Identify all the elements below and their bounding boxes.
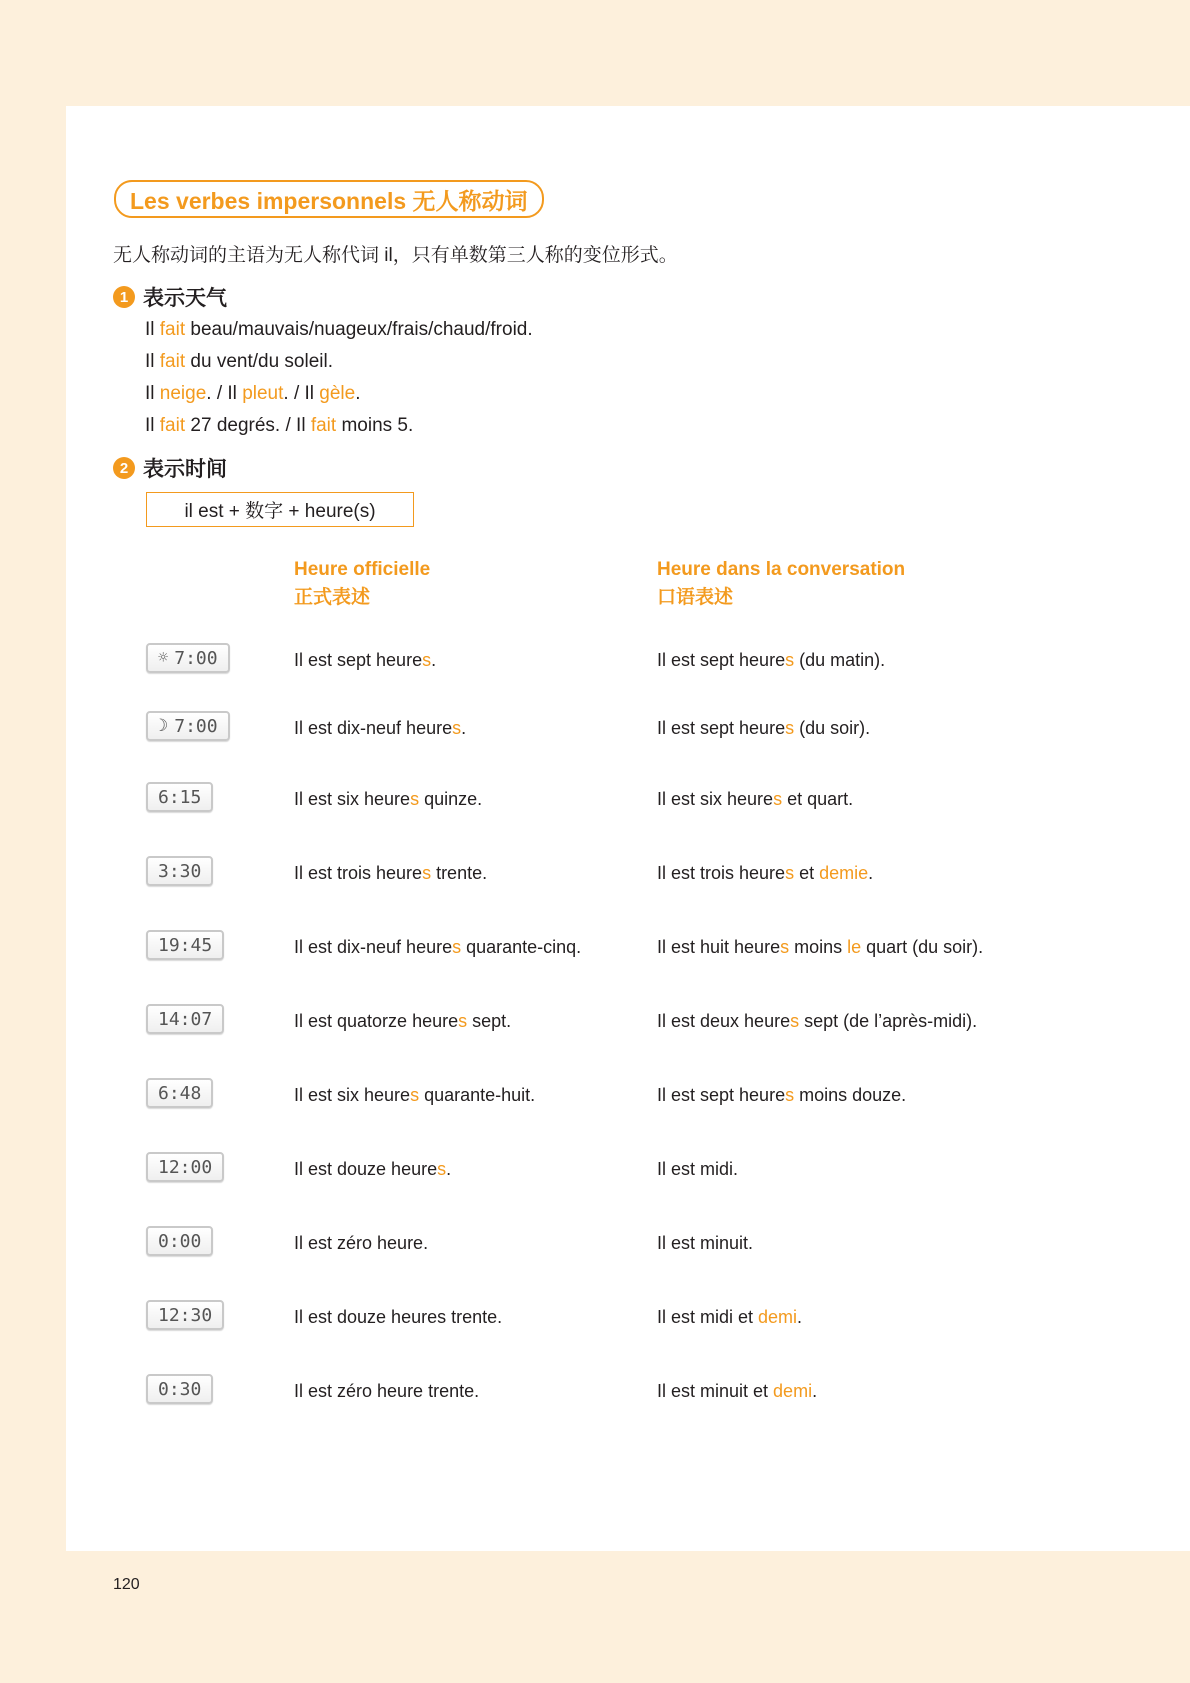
text-segment: Il est trois heure [294, 863, 423, 883]
highlight-text: fait [159, 415, 186, 436]
casual-expression [657, 779, 853, 819]
text-segment: Il est deux heure [657, 1011, 791, 1031]
highlight-text: neige [159, 383, 207, 404]
text-segment: Il est six heure [294, 789, 411, 809]
highlight-text: fait [310, 415, 337, 436]
text-segment: Il est zéro heure. [294, 1233, 429, 1253]
weather-line [145, 378, 533, 410]
moon-icon: ☽ [158, 715, 169, 736]
casual-expression [657, 1223, 753, 1263]
text-segment: trente. [431, 863, 488, 883]
column-header-zh: 口语表述 [657, 587, 734, 608]
digital-clock [146, 1152, 224, 1182]
highlight-text: gèle [319, 383, 356, 404]
highlight-text: demie [819, 863, 869, 883]
text-segment: moins douze. [794, 1085, 907, 1105]
text-segment: . / Il [283, 383, 320, 404]
text-segment: Il est minuit. [657, 1233, 754, 1253]
text-segment: Il [145, 351, 160, 372]
digital-clock [146, 930, 224, 960]
digital-clock [146, 1300, 224, 1330]
digital-clock [146, 1226, 213, 1256]
table-row [146, 853, 1146, 893]
text-segment: . [431, 650, 437, 670]
highlight-text: s [422, 863, 432, 883]
number-badge: 2 [113, 457, 135, 479]
highlight-text: s [790, 1011, 800, 1031]
lesson-title: Les verbes impersonnels 无人称动词 [114, 180, 544, 218]
weather-line [145, 314, 533, 346]
column-header-fr: Heure officielle [294, 559, 431, 580]
digital-clock [146, 1374, 213, 1404]
casual-expression [657, 1371, 817, 1411]
highlight-text: fait [159, 351, 186, 372]
official-expression [294, 927, 581, 967]
text-segment: Il est douze heures trente. [294, 1307, 503, 1327]
highlight-text: s [785, 1085, 795, 1105]
text-segment: Il est dix-neuf heure [294, 937, 453, 957]
highlight-text: s [785, 863, 795, 883]
official-expression [294, 779, 482, 819]
text-segment: moins [789, 937, 848, 957]
clock-time: 12:00 [158, 1156, 213, 1178]
highlight-text: demi [773, 1381, 813, 1401]
text-segment: Il est midi et [657, 1307, 759, 1327]
highlight-text: s [452, 937, 462, 957]
table-row [146, 779, 1146, 819]
casual-expression [657, 1149, 738, 1189]
text-segment: . [797, 1307, 803, 1327]
text-segment: Il est sept heure [657, 1085, 786, 1105]
text-segment: 27 degrés. / Il [185, 415, 311, 436]
formula-box: il est + 数字 + heure(s) [146, 492, 414, 527]
text-segment: Il [145, 383, 160, 404]
text-segment: . [868, 863, 874, 883]
text-segment: quarante-cinq. [461, 937, 582, 957]
official-expression [294, 1371, 479, 1411]
text-segment: Il [145, 415, 160, 436]
highlight-text: s [452, 718, 462, 738]
table-row [146, 1371, 1146, 1411]
highlight-text: s [410, 1085, 420, 1105]
casual-expression [657, 708, 870, 748]
clock-time: 6:15 [158, 786, 202, 808]
text-segment: quart (du soir). [861, 937, 984, 957]
text-segment: (du matin). [794, 650, 886, 670]
text-segment: Il est sept heure [657, 650, 786, 670]
section-title: 表示时间 [143, 458, 227, 481]
column-header-zh: 正式表述 [294, 587, 371, 608]
official-expression [294, 1001, 511, 1041]
highlight-text: s [410, 789, 420, 809]
highlight-text: le [847, 937, 862, 957]
section-time-heading [113, 453, 227, 483]
text-segment: Il est midi. [657, 1159, 739, 1179]
table-row [146, 927, 1146, 967]
highlight-text: fait [159, 319, 186, 340]
highlight-text: s [780, 937, 790, 957]
table-row [146, 1297, 1146, 1337]
highlight-text: s [422, 650, 432, 670]
highlight-text: s [437, 1159, 447, 1179]
text-segment: . [812, 1381, 818, 1401]
text-segment: beau/mauvais/nuageux/frais/chaud/froid. [185, 319, 533, 340]
weather-line [145, 410, 533, 442]
official-expression [294, 1149, 451, 1189]
table-row [146, 1075, 1146, 1115]
official-expression [294, 1223, 428, 1263]
column-header-official [294, 556, 430, 612]
clock-time: 6:48 [158, 1082, 202, 1104]
highlight-text: s [785, 650, 795, 670]
digital-clock [146, 711, 230, 741]
clock-time: 7:00 [174, 647, 218, 669]
clock-time: 14:07 [158, 1008, 213, 1030]
clock-time: 19:45 [158, 934, 213, 956]
digital-clock [146, 1078, 213, 1108]
text-segment: (du soir). [794, 718, 871, 738]
digital-clock [146, 856, 213, 886]
official-expression [294, 640, 436, 680]
text-segment: Il est douze heure [294, 1159, 438, 1179]
highlight-text: s [458, 1011, 468, 1031]
text-segment: sept (de l’après-midi). [799, 1011, 978, 1031]
weather-examples [145, 314, 533, 442]
text-segment: Il est sept heure [657, 718, 786, 738]
highlight-text: pleut [242, 383, 284, 404]
column-header-casual [657, 556, 905, 612]
table-row [146, 1149, 1146, 1189]
casual-expression [657, 640, 885, 680]
weather-line [145, 346, 533, 378]
table-row [146, 1223, 1146, 1263]
digital-clock [146, 643, 230, 673]
text-segment: . [355, 383, 361, 404]
intro-text: 无人称动词的主语为无人称代词 il，只有单数第三人称的变位形式。 [113, 245, 678, 266]
official-expression [294, 708, 466, 748]
text-segment: Il est quatorze heure [294, 1011, 459, 1031]
clock-time: 3:30 [158, 860, 202, 882]
text-segment: Il est sept heure [294, 650, 423, 670]
text-segment: Il est minuit et [657, 1381, 774, 1401]
text-segment: sept. [467, 1011, 512, 1031]
page-number: 120 [113, 1576, 140, 1593]
digital-clock [146, 1004, 224, 1034]
text-segment: quarante-huit. [419, 1085, 536, 1105]
text-segment: Il est six heure [294, 1085, 411, 1105]
clock-time: 0:00 [158, 1230, 202, 1252]
official-expression [294, 853, 487, 893]
highlight-text: demi [758, 1307, 798, 1327]
table-row [146, 1001, 1146, 1041]
digital-clock [146, 782, 213, 812]
casual-expression [657, 1075, 906, 1115]
text-segment: et [794, 863, 820, 883]
highlight-text: s [773, 789, 783, 809]
clock-time: 12:30 [158, 1304, 213, 1326]
text-segment: du vent/du soleil. [185, 351, 334, 372]
text-segment: . [446, 1159, 452, 1179]
column-header-fr: Heure dans la conversation [657, 559, 906, 580]
table-row [146, 640, 1146, 680]
text-segment: Il est zéro heure trente. [294, 1381, 480, 1401]
text-segment: et quart. [782, 789, 854, 809]
table-row [146, 708, 1146, 748]
official-expression [294, 1297, 502, 1337]
casual-expression [657, 1001, 977, 1041]
text-segment: Il est trois heure [657, 863, 786, 883]
text-segment: Il est huit heure [657, 937, 781, 957]
section-weather-heading [113, 282, 227, 312]
text-segment: Il [145, 319, 160, 340]
clock-time: 0:30 [158, 1378, 202, 1400]
text-segment: moins 5. [336, 415, 414, 436]
official-expression [294, 1075, 535, 1115]
text-segment: Il est six heure [657, 789, 774, 809]
number-badge: 1 [113, 286, 135, 308]
clock-time: 7:00 [174, 715, 218, 737]
text-segment: quinze. [419, 789, 483, 809]
text-segment: Il est dix-neuf heure [294, 718, 453, 738]
casual-expression [657, 1297, 802, 1337]
casual-expression [657, 927, 983, 967]
casual-expression [657, 853, 873, 893]
text-segment: . / Il [206, 383, 243, 404]
section-title: 表示天气 [143, 287, 227, 310]
highlight-text: s [785, 718, 795, 738]
text-segment: . [461, 718, 467, 738]
sun-icon: ☼ [158, 647, 169, 668]
